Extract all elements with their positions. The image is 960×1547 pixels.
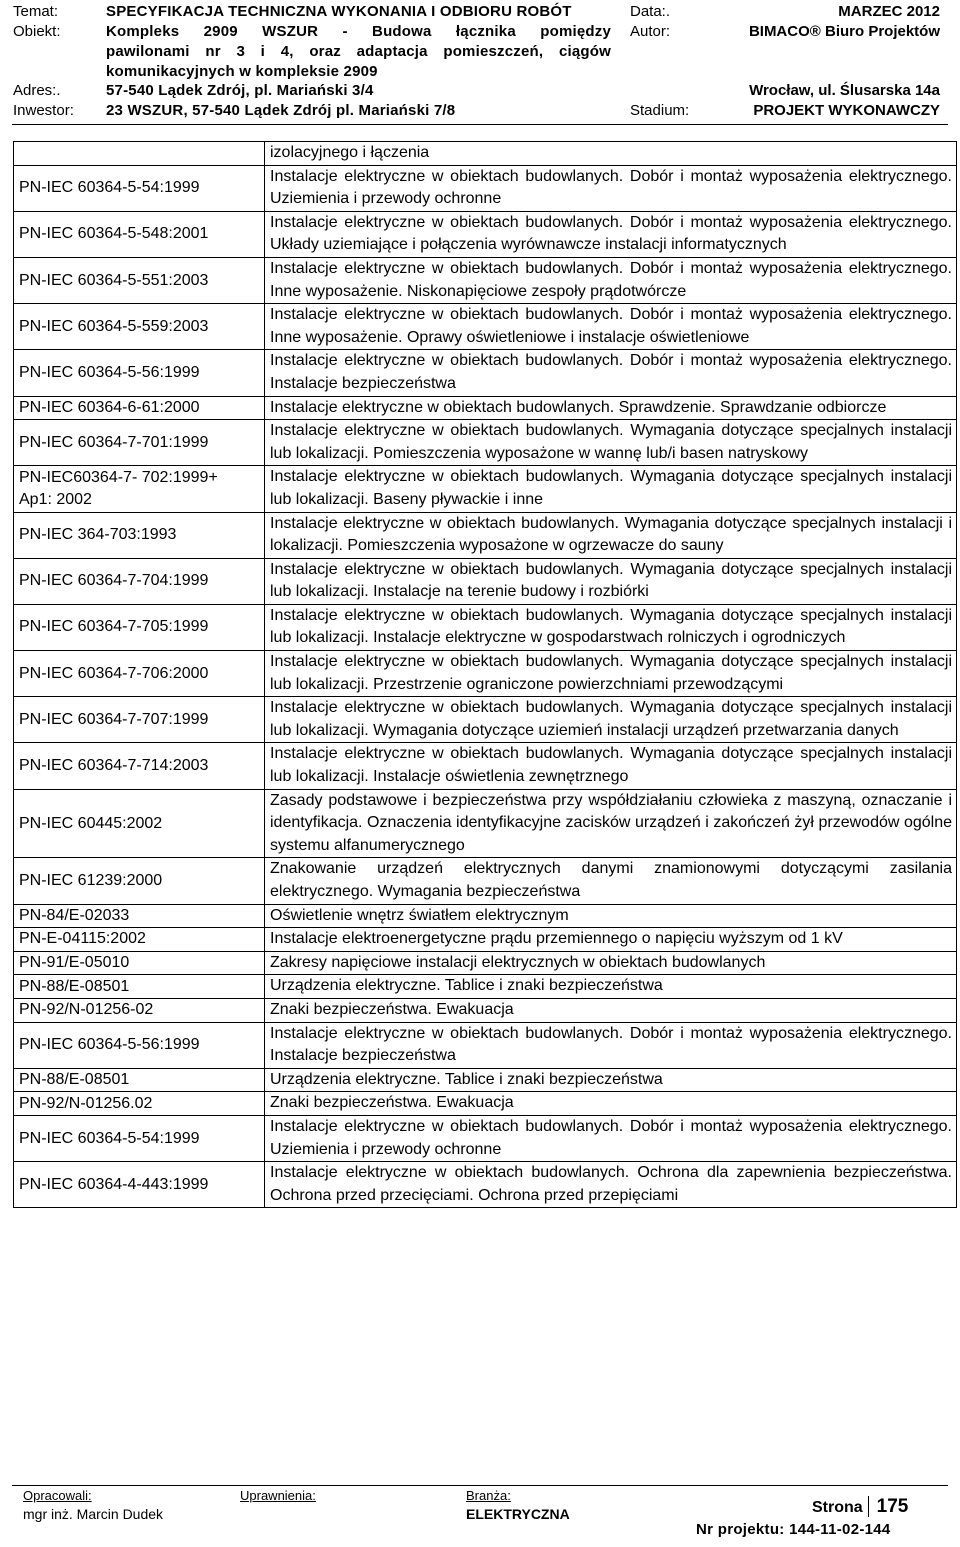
temat-value: SPECYFIKACJA TECHNICZNA WYKONANIA I ODBIORU ROBÓT xyxy=(106,3,572,20)
standard-row xyxy=(14,1068,957,1092)
inwestor-value: 23 WSZUR, 57-540 Lądek Zdrój pl. Mariański 7/8 xyxy=(106,102,456,119)
temat-label: Temat: xyxy=(13,3,59,20)
standard-row xyxy=(14,858,957,904)
standard-description: Znaki bezpieczeństwa. Ewakuacja xyxy=(265,998,957,1022)
standard-code: PN-IEC 60364-7-704:1999 xyxy=(14,558,265,604)
standard-description: Instalacje elektryczne w obiektach budowlanych. Wymagania dotyczące specjalnych instalacji lub lokalizacji. Instalacje oświetlenia zewnętrznego xyxy=(265,743,957,789)
standard-code: PN-IEC 60364-5-56:1999 xyxy=(14,1022,265,1068)
standard-description: Instalacje elektryczne w obiektach budowlanych. Dobór i montaż wyposażenia elektrycznego. Uziemienia i przewody ochronne xyxy=(265,1115,957,1161)
data-label: Data:. xyxy=(630,3,671,20)
obiekt-line-2: pawilonami nr 3 i 4, oraz adaptacja pomieszczeń, ciągów xyxy=(106,43,611,60)
standard-code: PN-IEC 60364-5-54:1999 xyxy=(14,1115,265,1161)
standard-row xyxy=(14,420,957,466)
standard-code: PN-IEC 61239:2000 xyxy=(14,858,265,904)
standard-row xyxy=(14,789,957,858)
uprawnienia-cell xyxy=(240,1488,316,1506)
header-row-adres xyxy=(0,81,960,101)
standard-description: Instalacje elektryczne w obiektach budowlanych. Wymagania dotyczące specjalnych instalacji lub lokalizacji. Przestrzenie ograniczone powierzchniami przewodzącymi xyxy=(265,651,957,697)
obiekt-line-1: Kompleks 2909 WSZUR - Budowa łącznika pomiędzy xyxy=(106,23,611,40)
standard-description: Instalacje elektryczne w obiektach budowlanych. Dobór i montaż wyposażenia elektrycznego. Instalacje bezpieczeństwa xyxy=(265,350,957,396)
standard-description: Zakresy napięciowe instalacji elektrycznych w obiektach budowlanych xyxy=(265,951,957,975)
page-number xyxy=(812,1496,908,1518)
projekt-value: 144-11-02-144 xyxy=(789,1521,891,1538)
standard-row xyxy=(14,1115,957,1161)
header-row-obiekt-2 xyxy=(0,42,960,62)
stadium-label: Stadium: xyxy=(630,102,690,119)
standard-code: PN-IEC 60364-7-706:2000 xyxy=(14,651,265,697)
standards-table xyxy=(13,141,957,1208)
standard-code: PN-E-04115:2002 xyxy=(14,928,265,952)
standard-row xyxy=(14,951,957,975)
document-footer xyxy=(0,1488,960,1547)
footer-divider xyxy=(12,1485,948,1486)
standard-description: Instalacje elektryczne w obiektach budowlanych. Wymagania dotyczące specjalnych instalacji i lokalizacji. Pomieszczenia wyposażone w ogrzewacze do sauny xyxy=(265,512,957,558)
standard-row xyxy=(14,512,957,558)
standard-description: Instalacje elektryczne w obiektach budowlanych. Wymagania dotyczące specjalnych instalacji lub lokalizacji. Wymagania dotyczące uziemień instalacji urządzeń przetwarzania danych xyxy=(265,697,957,743)
branza-label: Branża: xyxy=(466,1488,511,1503)
strona-label: Strona xyxy=(812,1499,863,1516)
standard-description: Instalacje elektryczne w obiektach budowlanych. Wymagania dotyczące specjalnych instalacji lub lokalizacji. Instalacje na terenie budowy i rozbiórki xyxy=(265,558,957,604)
standard-description: Urządzenia elektryczne. Tablice i znaki bezpieczeństwa xyxy=(265,1068,957,1092)
standard-code: PN-IEC 60364-5-548:2001 xyxy=(14,211,265,257)
header-row-obiekt-3 xyxy=(0,62,960,82)
standard-description: Instalacje elektryczne w obiektach budowlanych. Dobór i montaż wyposażenia elektrycznego. Inne wyposażenie. Oprawy oświetleniowe i instalacje oświetleniowe xyxy=(265,304,957,350)
standard-row xyxy=(14,604,957,650)
header-row-temat xyxy=(0,2,960,22)
standard-description: Instalacje elektroenergetyczne prądu przemiennego o napięciu wyższym od 1 kV xyxy=(265,928,957,952)
autor-address: Wrocław, ul. Ślusarska 14a xyxy=(749,82,940,99)
branza-value: ELEKTRYCZNA xyxy=(466,1506,570,1522)
document-header xyxy=(0,0,960,124)
branza-cell xyxy=(466,1488,570,1522)
data-value: MARZEC 2012 xyxy=(838,3,940,20)
standard-code: PN-IEC 60364-7-707:1999 xyxy=(14,697,265,743)
standard-code: PN-IEC 60364-5-551:2003 xyxy=(14,257,265,303)
standard-description: Instalacje elektryczne w obiektach budowlanych. Dobór i montaż wyposażenia elektrycznego. Inne wyposażenie. Niskonapięciowe zespoły prądotwórcze xyxy=(265,257,957,303)
standard-description: Znaki bezpieczeństwa. Ewakuacja xyxy=(265,1092,957,1116)
standard-description: Oświetlenie wnętrz światłem elektrycznym xyxy=(265,904,957,928)
opracowal-value: mgr inż. Marcin Dudek xyxy=(23,1506,164,1522)
standard-description: Instalacje elektryczne w obiektach budowlanych. Dobór i montaż wyposażenia elektrycznego. Instalacje bezpieczeństwa xyxy=(265,1022,957,1068)
standard-code: PN-IEC 60445:2002 xyxy=(14,789,265,858)
standard-description: Zasady podstawowe i bezpieczeństwa przy współdziałaniu człowieka z maszyną, oznaczanie i identyfikacja. Oznaczenia identyfikacyjne zacisków urządzeń i zakończeń żył przewodów ogólne systemu alfanumerycznego xyxy=(265,789,957,858)
standard-code: PN-IEC 60364-5-54:1999 xyxy=(14,165,265,211)
standard-code: PN-91/E-05010 xyxy=(14,951,265,975)
standard-code: PN-IEC60364-7- 702:1999+ Ap1: 2002 xyxy=(14,466,265,512)
standard-row xyxy=(14,466,957,512)
standard-code: PN-IEC 60364-7-705:1999 xyxy=(14,604,265,650)
standard-description: Instalacje elektryczne w obiektach budowlanych. Wymagania dotyczące specjalnych instalacji lub lokalizacji. Baseny pływackie i inne xyxy=(265,466,957,512)
standard-code: PN-IEC 60364-4-443:1999 xyxy=(14,1162,265,1208)
standard-row xyxy=(14,998,957,1022)
standard-row xyxy=(14,697,957,743)
obiekt-label: Obiekt: xyxy=(13,23,61,40)
standard-row xyxy=(14,651,957,697)
standard-code: PN-92/N-01256-02 xyxy=(14,998,265,1022)
header-row-inwestor xyxy=(0,101,960,121)
standard-row xyxy=(14,975,957,999)
standard-row xyxy=(14,350,957,396)
project-number xyxy=(696,1521,891,1538)
standard-description: Instalacje elektryczne w obiektach budowlanych. Dobór i montaż wyposażenia elektrycznego. Uziemienia i przewody ochronne xyxy=(265,165,957,211)
standard-row xyxy=(14,304,957,350)
standard-description: Instalacje elektryczne w obiektach budowlanych. Ochrona dla zapewnienia bezpieczeństwa. Ochrona przed przecięciami. Ochrona przed przepięciami xyxy=(265,1162,957,1208)
standard-code xyxy=(14,142,265,166)
header-row-obiekt-1 xyxy=(0,22,960,42)
autor-label: Autor: xyxy=(630,23,671,40)
opracowal-cell xyxy=(23,1488,163,1522)
standard-code: PN-88/E-08501 xyxy=(14,975,265,999)
header-divider xyxy=(12,124,948,125)
opracowal-label: Opracowali: xyxy=(23,1488,92,1503)
standard-row xyxy=(14,211,957,257)
standard-code: PN-84/E-02033 xyxy=(14,904,265,928)
standard-description: Instalacje elektryczne w obiektach budowlanych. Sprawdzenie. Sprawdzanie odbiorcze xyxy=(265,396,957,420)
standard-row xyxy=(14,904,957,928)
projekt-label: Nr projektu: xyxy=(696,1521,785,1538)
inwestor-label: Inwestor: xyxy=(13,102,74,119)
standard-row xyxy=(14,1022,957,1068)
standard-row xyxy=(14,1092,957,1116)
standard-description: Instalacje elektryczne w obiektach budowlanych. Wymagania dotyczące specjalnych instalacji lub lokalizacji. Pomieszczenia wyposażone w wannę lub/i basen natryskowy xyxy=(265,420,957,466)
standard-row xyxy=(14,558,957,604)
standard-row xyxy=(14,257,957,303)
standard-row xyxy=(14,165,957,211)
standard-code: PN-IEC 60364-7-714:2003 xyxy=(14,743,265,789)
adres-value: 57-540 Lądek Zdrój, pl. Mariański 3/4 xyxy=(106,82,374,99)
standard-description: Instalacje elektryczne w obiektach budowlanych. Dobór i montaż wyposażenia elektrycznego. Układy uziemiające i połączenia wyrównawcze instalacji informatycznych xyxy=(265,211,957,257)
standard-row xyxy=(14,743,957,789)
uprawnienia-label: Uprawnienia: xyxy=(240,1488,316,1503)
standard-code: PN-IEC 60364-5-559:2003 xyxy=(14,304,265,350)
standard-description: Urządzenia elektryczne. Tablice i znaki bezpieczeństwa xyxy=(265,975,957,999)
adres-label: Adres:. xyxy=(13,82,61,99)
standard-description: izolacyjnego i łączenia xyxy=(265,142,957,166)
standard-row xyxy=(14,928,957,952)
strona-value: 175 xyxy=(868,1496,909,1517)
standard-code: PN-IEC 60364-5-56:1999 xyxy=(14,350,265,396)
obiekt-line-3: komunikacyjnych w kompleksie 2909 xyxy=(106,63,378,80)
standard-code: PN-IEC 364-703:1993 xyxy=(14,512,265,558)
standard-code: PN-IEC 60364-6-61:2000 xyxy=(14,396,265,420)
standard-code: PN-88/E-08501 xyxy=(14,1068,265,1092)
standard-row xyxy=(14,142,957,166)
standard-description: Znakowanie urządzeń elektrycznych danymi znamionowymi dotyczącymi zasilania elektrycznego. Wymagania bezpieczeństwa xyxy=(265,858,957,904)
standard-description: Instalacje elektryczne w obiektach budowlanych. Wymagania dotyczące specjalnych instalacji lub lokalizacji. Instalacje elektryczne w gospodarstwach rolniczych i ogrodniczych xyxy=(265,604,957,650)
standard-row xyxy=(14,1162,957,1208)
standard-row xyxy=(14,396,957,420)
standard-code: PN-IEC 60364-7-701:1999 xyxy=(14,420,265,466)
standard-code: PN-92/N-01256.02 xyxy=(14,1092,265,1116)
stadium-value: PROJEKT WYKONAWCZY xyxy=(753,102,940,119)
autor-value: BIMACO® Biuro Projektów xyxy=(748,23,940,40)
